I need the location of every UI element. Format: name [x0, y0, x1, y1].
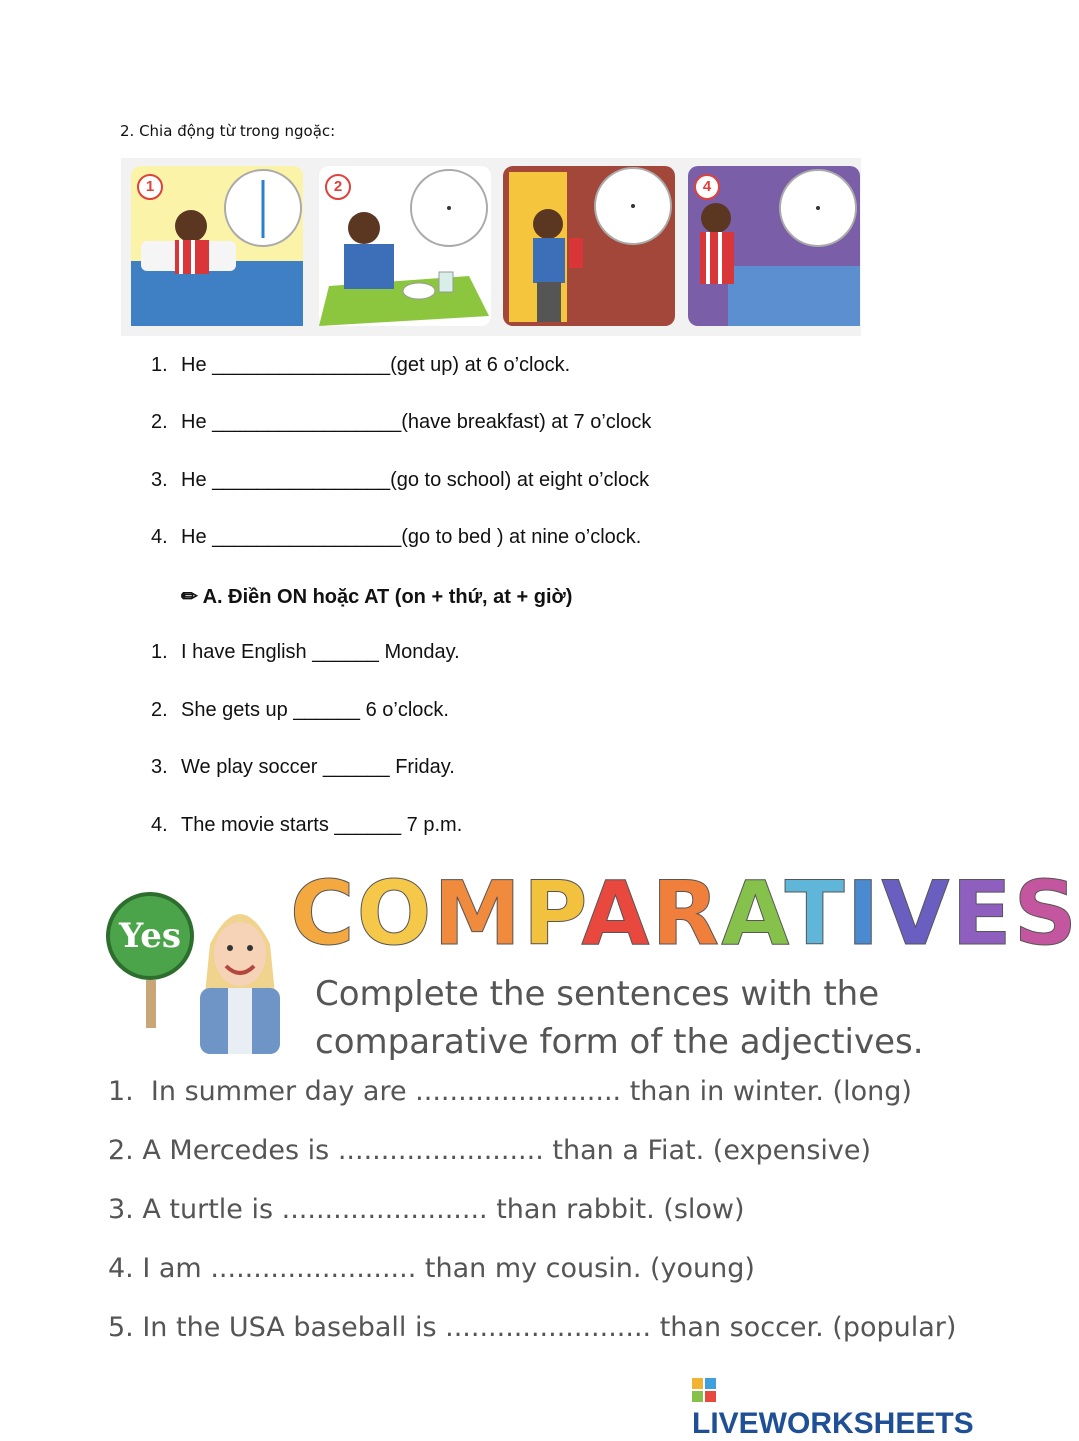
title-letter: S — [1013, 862, 1079, 965]
clock-icon — [688, 166, 860, 326]
comparative-item: 2. A Mercedes is ........................ than a Fiat. (expensive) — [108, 1135, 872, 1166]
comparatives-title — [290, 862, 1079, 965]
clock-icon — [319, 166, 491, 326]
picture-number: 4 — [694, 174, 720, 200]
item-number: 4. — [151, 526, 168, 548]
verb-item — [151, 469, 649, 492]
title-letter: E — [951, 862, 1014, 965]
verb-item — [151, 411, 651, 434]
title-letter: P — [522, 862, 582, 965]
picture-1-wake-up — [131, 166, 303, 326]
item-text: He _________________(go to bed ) at nine o’clock. — [181, 526, 642, 548]
on-at-item — [151, 641, 460, 664]
item-number: 2. — [151, 699, 168, 721]
on-at-item — [151, 699, 449, 722]
title-letter: A — [721, 862, 785, 965]
exercise-2-instruction: 2. Chia động từ trong ngoặc: — [120, 122, 336, 140]
picture-3-go-to-school — [503, 166, 675, 326]
title-letter: I — [846, 862, 882, 965]
comparatives-instruction: Complete the sentences with the comparative form of the adjectives. — [315, 974, 924, 1062]
item-text: He _________________(have breakfast) at 7 o’clock — [181, 411, 652, 433]
item-number: 4. — [151, 814, 168, 836]
item-number: 3. — [151, 756, 168, 778]
item-text: He ________________(go to school) at eight o’clock — [181, 469, 650, 491]
daily-routine-pictures — [121, 158, 861, 336]
item-number: 3. — [151, 469, 168, 491]
verb-item — [151, 526, 641, 549]
comparative-item: 4. I am ........................ than my cousin. (young) — [108, 1253, 755, 1284]
footer-text: LIVEWORKSHEETS — [692, 1407, 974, 1440]
clock-icon — [131, 166, 303, 326]
item-text: We play soccer ______ Friday. — [181, 756, 455, 778]
item-text: He ________________(get up) at 6 o’clock. — [181, 354, 571, 376]
liveworksheets-icon — [692, 1378, 716, 1402]
title-letter: R — [651, 862, 722, 965]
title-letter: O — [356, 862, 434, 965]
picture-number: 1 — [137, 174, 163, 200]
item-number: 1. — [151, 641, 168, 663]
comparative-item: 1. In summer day are ........................ than in winter. (long) — [108, 1076, 912, 1107]
title-letter: M — [433, 862, 523, 965]
picture-2-breakfast — [319, 166, 491, 326]
item-text: The movie starts ______ 7 p.m. — [181, 814, 463, 836]
section-a-heading: ✏ A. Điền ON hoặc AT (on + thứ, at + giờ) — [181, 586, 573, 608]
sign-stick — [146, 980, 156, 1028]
title-letter: A — [581, 862, 652, 965]
yes-sign: Yes — [106, 892, 194, 980]
item-number: 1. — [151, 354, 168, 376]
clock-icon — [503, 166, 675, 326]
title-letter: C — [290, 862, 357, 965]
comparatives-list — [108, 1076, 956, 1371]
title-letter: T — [784, 862, 847, 965]
on-at-item — [151, 756, 455, 779]
comparative-item: 5. In the USA baseball is ........................ than soccer. (popular) — [108, 1312, 957, 1343]
item-number: 2. — [151, 411, 168, 433]
on-at-item — [151, 814, 462, 837]
item-text: She gets up ______ 6 o’clock. — [181, 699, 449, 721]
liveworksheets-logo[interactable] — [692, 1373, 1000, 1441]
title-letter: V — [881, 862, 952, 965]
teacher-avatar — [190, 884, 290, 1054]
picture-number: 2 — [325, 174, 351, 200]
comparative-item: 3. A turtle is ........................ than rabbit. (slow) — [108, 1194, 745, 1225]
verb-item — [151, 354, 570, 377]
picture-4-go-to-bed — [688, 166, 860, 326]
comparatives-exercise — [100, 862, 1079, 1362]
item-text: I have English ______ Monday. — [181, 641, 460, 663]
